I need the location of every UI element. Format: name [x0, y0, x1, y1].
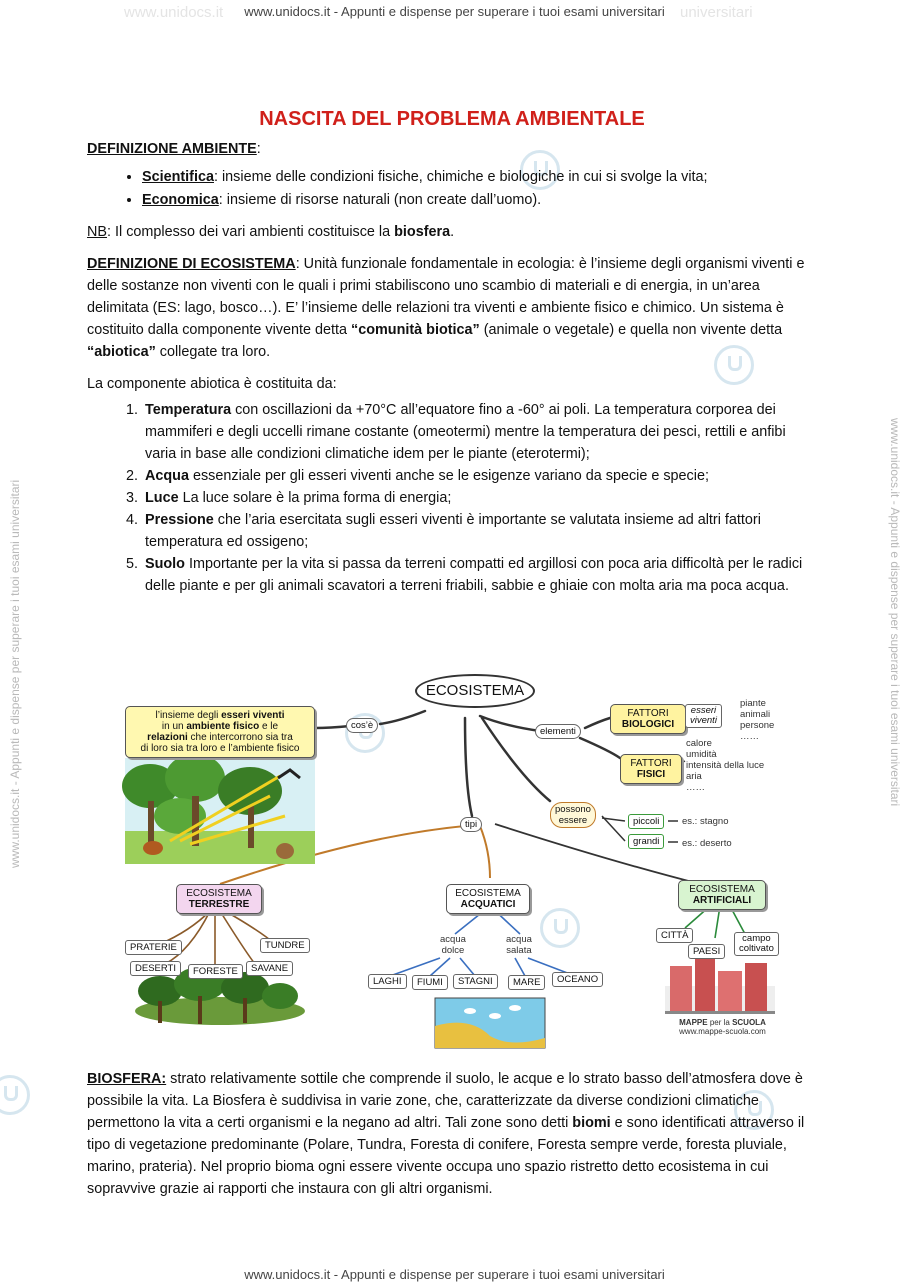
terrestre-item: DESERTI — [130, 961, 181, 976]
list-item: 3. Luce La luce solare è la prima forma di energia; — [142, 487, 817, 509]
fisici-list: calore umidità intensità della luce aria …… — [686, 738, 765, 793]
connector — [730, 906, 745, 934]
ecosistema-center-node: ECOSISTEMA — [415, 674, 535, 708]
document-body — [87, 108, 817, 605]
fattori-fisici-box: FATTORI FISICI — [620, 754, 682, 784]
watermark-bottom: www.unidocs.it - Appunti e dispense per superare i tuoi esami universitari — [244, 1267, 665, 1282]
artificiali-item: PAESI — [688, 944, 725, 959]
ecosistema-definition-box: l’insieme degli esseri viventi in un ambiente fisico e le relazioni che intercorrono sia tra di loro sia tra loro e l’ambiente fisico — [125, 706, 315, 758]
biologici-list: piante animali persone …… — [740, 698, 775, 742]
ecosistema-acquatici-box: ECOSISTEMA ACQUATICI — [446, 884, 530, 914]
grandi-example: es.: deserto — [682, 838, 732, 849]
acqua-item: OCEANO — [552, 972, 603, 987]
lake-illustration — [435, 998, 545, 1048]
terrestre-item: SAVANE — [246, 961, 293, 976]
piccoli-node: piccoli — [628, 814, 664, 829]
connector — [495, 824, 700, 884]
abiotica-intro: La componente abiotica è costituita da: — [87, 376, 337, 392]
connector — [585, 718, 610, 728]
connector — [515, 958, 525, 976]
possono-essere-node: possono essere — [550, 802, 596, 828]
connector — [580, 738, 620, 758]
terrestre-item: FORESTE — [188, 964, 243, 979]
def-ambiente-list — [87, 166, 817, 211]
connector — [480, 826, 490, 878]
tipi-node: tipi — [460, 817, 482, 832]
list-item: • Economica: insieme di risorse naturali (non create dall’uomo). — [142, 189, 817, 211]
watermark-side-right: www.unidocs.it - Appunti e dispense per superare i tuoi esami universitari — [888, 418, 902, 807]
acqua-item: STAGNI — [453, 974, 498, 989]
acqua-item: MARE — [508, 975, 545, 990]
acqua-salata-label: acqua salata — [506, 934, 532, 956]
terrestre-item: TUNDRE — [260, 938, 310, 953]
abiotica-list — [87, 399, 817, 597]
list-item: • Scientifica: insieme delle condizioni fisiche, chimiche e biologiche in cui si svolge la vita; — [142, 166, 817, 188]
watermark-ghost-left: www.unidocs.it — [124, 4, 224, 21]
acqua-dolce-label: acqua dolce — [440, 934, 466, 956]
connector — [465, 718, 472, 816]
acqua-item: LAGHI — [368, 974, 407, 989]
list-item: 2. Acqua essenziale per gli esseri viventi anche se le esigenze variano da specie e specie; — [142, 465, 817, 487]
fattori-biologici-box: FATTORI BIOLOGICI — [610, 704, 686, 734]
concept-map — [110, 666, 800, 1056]
city-illustration — [665, 958, 775, 1014]
ecosistema-terrestre-box: ECOSISTEMA TERRESTRE — [176, 884, 262, 914]
page-title: NASCITA DEL PROBLEMA AMBIENTALE — [259, 108, 645, 130]
def-ambiente-heading: DEFINIZIONE AMBIENTE: — [87, 141, 261, 157]
connector — [715, 906, 720, 938]
artificiali-item: CITTÀ — [656, 928, 693, 943]
elementi-node: elementi — [535, 724, 581, 739]
piccoli-example: es.: stagno — [682, 816, 729, 827]
watermark-logo-icon — [0, 1075, 30, 1115]
watermark-side-left: www.unidocs.it - Appunti e dispense per superare i tuoi esami universitari — [8, 479, 22, 868]
ecosistema-paragraph: DEFINIZIONE DI ECOSISTEMA: Unità funzionale fondamentale in ecologia: è l’insieme degli organismi viventi e delle sostanze non viventi con le quali i primi stabiliscono uno scambio di materiali e di energia, in un’area delimitata (ES: lago, bosco…). E’ l’insieme delle relazioni tra viventi e ambiente fisico e chimico. Un sistema è costituito dalla componente vivente detta “comunità biotica” (animale o vegetale) e quella non vivente detta “abiotica” collegate tra loro. — [87, 256, 805, 360]
campo-coltivato-node: campo coltivato — [734, 932, 779, 956]
watermark-ghost-right: universitari — [680, 4, 753, 21]
ecosistema-artificiali-box: ECOSISTEMA ARTIFICIALI — [678, 880, 766, 910]
list-item: 1. Temperatura con oscillazioni da +70°C all’equatore fino a -60° ai poli. La temperatura corporea dei mammiferi e degli uccelli rimane costante (omeotermi) mentre la temperatura dei pesci, rettili e anfibi varia in base alle condizioni climatiche idem per le piante (eterotermi); — [142, 399, 817, 465]
list-item: 4. Pressione che l’aria esercitata sugli esseri viventi è importante se valutata insieme ad altri fattori temperatura ed ossigeno; — [142, 509, 817, 553]
nb-paragraph: NB: Il complesso dei vari ambienti costituisce la biosfera. — [87, 224, 455, 240]
mappe-scuola-logo: MAPPE per la SCUOLA www.mappe-scuola.com — [679, 1018, 766, 1036]
grandi-node: grandi — [628, 834, 664, 849]
connector — [165, 911, 210, 964]
acqua-item: FIUMI — [412, 975, 448, 990]
esseri-viventi-node: esseri viventi — [685, 704, 722, 728]
connector — [315, 726, 350, 728]
biosfera-paragraph: BIOSFERA: strato relativamente sottile che comprende il suolo, le acque e lo strato basso dell’atmosfera dove è possibile la vita. La Biosfera è suddivisa in varie zone, che, caratterizzate da diverse condizioni climatiche permettono la vita a certi organismi e la negano ad altri. Tali zone sono detti biomi e sono identificati attraverso il tipo di vegetazione predominante (Polare, Tundra, Foresta di conifere, Foresta sempre verde, foresta pluviale, marino, prateria). Nel proprio bioma ogni essere vivente occupa uno spazio ristretto detto ecosistema in cui sopravvive grazie ai rapporti che instaura con gli altri organismi. — [87, 1071, 805, 1197]
connector — [380, 711, 425, 724]
forest-illustration — [122, 754, 315, 864]
watermark-top: www.unidocs.it - Appunti e dispense per superare i tuoi esami universitari — [244, 4, 665, 19]
cose-node: cos’è — [346, 718, 378, 733]
biosfera-section — [87, 1068, 817, 1210]
terrestre-item: PRATERIE — [125, 940, 182, 955]
list-item: 5. Suolo Importante per la vita si passa da terreni compatti ed argillosi con poca aria difficoltà per le radici delle piante e per gli animali scavatori a terreni friabili, sabbie e ghiaie con molta aria ma poca acqua. — [142, 553, 817, 597]
